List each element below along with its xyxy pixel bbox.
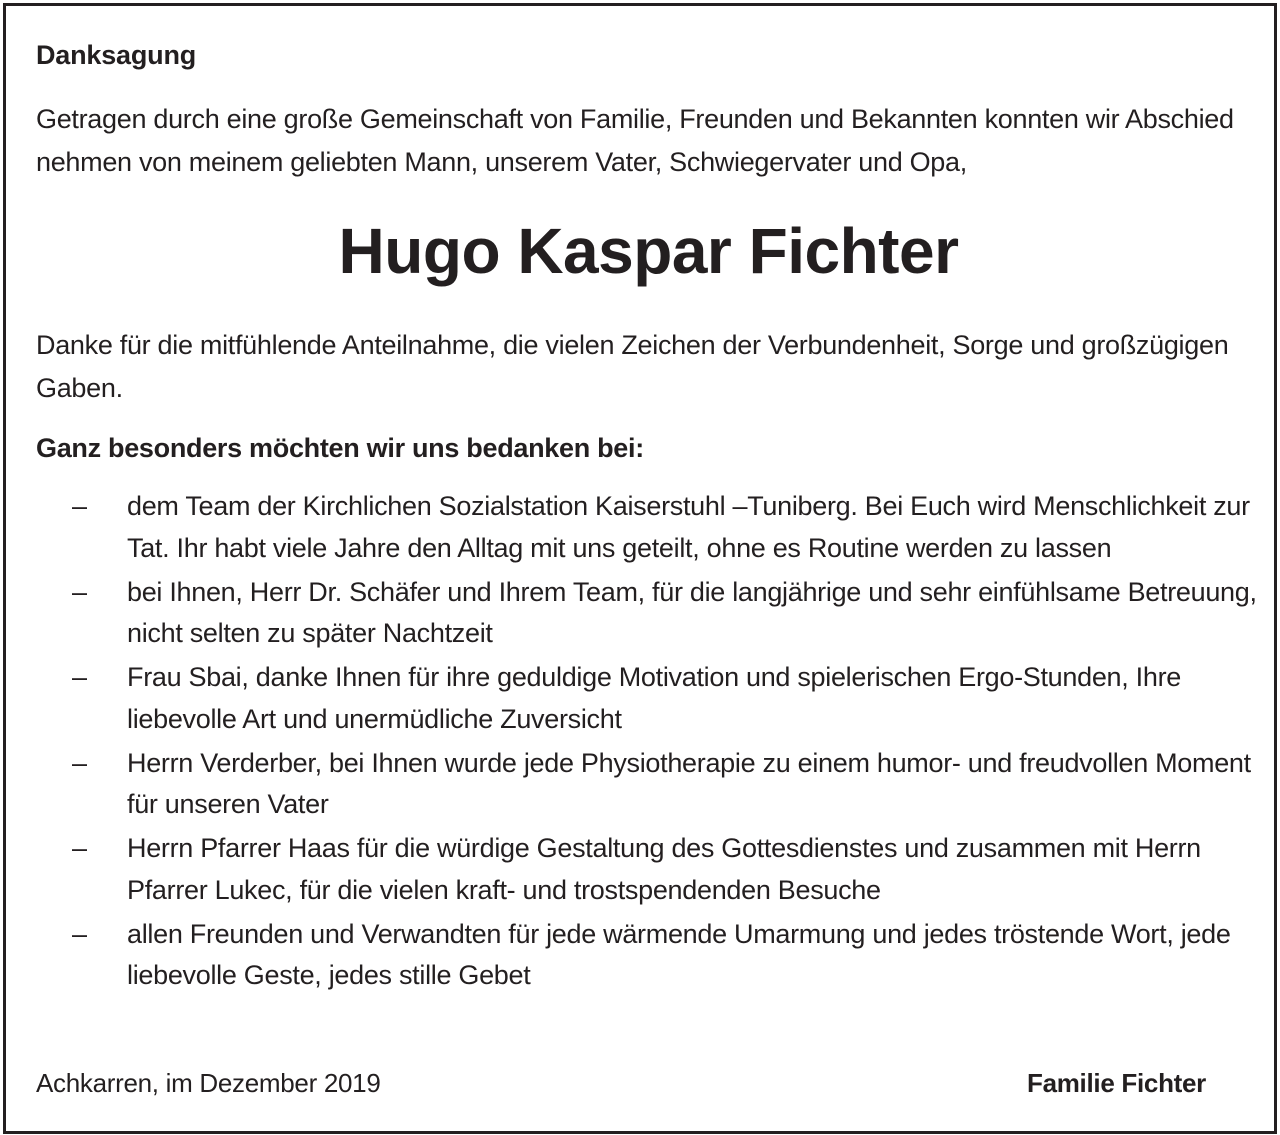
list-item [36,828,1261,911]
dash-bullet: – [72,747,87,778]
dash-bullet: – [72,918,87,949]
thanks-paragraph: Danke für die mitfühlende Anteilnahme, die vielen Zeichen der Verbundenheit, Sorge und großzügigen Gaben. [36,330,1229,403]
dash-bullet: – [72,833,87,863]
deceased-name: Hugo Kaspar Fichter [338,215,959,287]
family-signature: Familie Fichter [1027,1068,1206,1098]
dash-bullet: – [72,576,87,607]
list-item-text: Frau Sbai, danke Ihnen für ihre geduldige Motivation und spielerischen Ergo-Stunden, Ihre liebevolle Art und unermüdliche Zuversicht [127,662,1181,734]
list-item-text: Herrn Pfarrer Haas für die würdige Gestaltung des Gottesdienstes und zusammen mit Herrn Pfarrer Lukec, für die vielen kraft- und trostspendenden Besuche [127,833,1201,905]
dash-bullet: – [72,662,87,692]
list-item [36,572,1261,655]
list-item-text: dem Team der Kirchlichen Sozialstation Kaiserstuhl –Tuniberg. Bei Euch wird Menschlichkeit zur Tat. Ihr habt viele Jahre den Alltag mit uns geteilt, ohne es Routine werden zu lassen [127,491,1250,563]
intro-paragraph: Getragen durch eine große Gemeinschaft von Familie, Freunden und Bekannten konnten wir Abschied nehmen von meinem geliebten Mann, unserem Vater, Schwiegervater und Opa, [36,104,1234,177]
thanks-list [36,486,1261,999]
list-item [36,657,1261,740]
list-item [36,486,1261,569]
special-thanks-heading: Ganz besonders möchten wir uns bedanken bei: [36,433,644,463]
list-item-text: allen Freunden und Verwandten für jede wärmende Umarmung und jedes tröstende Wort, jede liebevolle Geste, jedes stille Gebet [127,918,1231,990]
dash-bullet: – [72,491,87,521]
list-item-text: Herrn Verderber, bei Ihnen wurde jede Physiotherapie zu einem humor- und freudvollen Moment für unseren Vater [127,747,1251,819]
notice-heading: Danksagung [36,40,197,70]
list-item-text: bei Ihnen, Herr Dr. Schäfer und Ihrem Team, für die langjährige und sehr einfühlsame Betreuung, nicht selten zu später Nachtzeit [127,576,1257,648]
notice-frame [3,3,1277,1134]
list-item [36,914,1261,997]
list-item [36,743,1261,826]
place-date: Achkarren, im Dezember 2019 [36,1068,381,1098]
